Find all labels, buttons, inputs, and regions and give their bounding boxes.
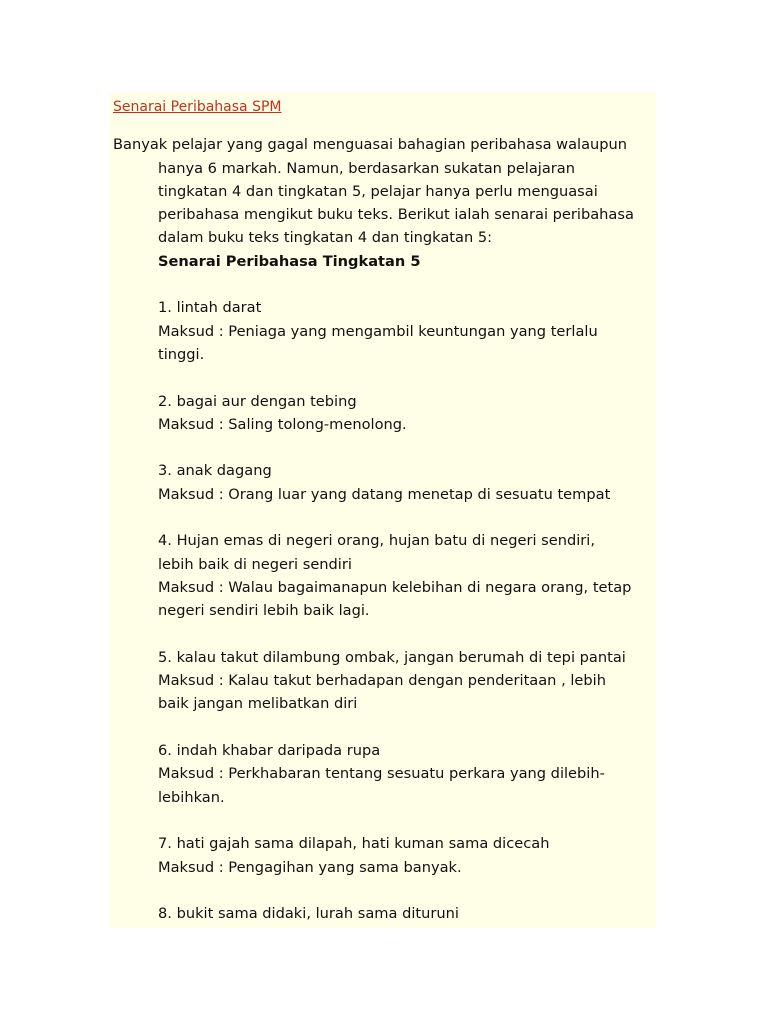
peribahasa-item-4 — [113, 529, 673, 622]
item-line: 5. kalau takut dilambung ombak, jangan berumah di tepi pantai — [158, 648, 626, 666]
item-line: negeri sendiri lebih baik lagi. — [158, 602, 370, 620]
item-line: tinggi. — [158, 345, 205, 363]
peribahasa-item-8 — [113, 902, 673, 925]
item-line: Maksud : Kalau takut berhadapan dengan penderitaan , lebih — [158, 672, 606, 690]
item-line: 8. bukit sama didaki, lurah sama dituruni — [158, 905, 459, 923]
item-line: Maksud : Pengagihan yang sama banyak. — [158, 858, 462, 876]
item-line: 1. lintah darat — [158, 299, 262, 317]
item-line: lebihkan. — [158, 788, 225, 806]
item-line: Maksud : Orang luar yang datang menetap di sesuatu tempat — [158, 485, 611, 503]
item-line: 3. anak dagang — [158, 462, 272, 480]
item-line: lebih baik di negeri sendiri — [158, 555, 352, 573]
intro-line: hanya 6 markah. Namun, berdasarkan sukatan pelajaran — [158, 159, 575, 177]
item-line: baik jangan melibatkan diri — [158, 695, 358, 713]
intro-line: peribahasa mengikut buku teks. Berikut ialah senarai peribahasa — [158, 206, 634, 224]
section-heading: Senarai Peribahasa Tingkatan 5 — [158, 252, 421, 270]
document-body — [113, 95, 673, 925]
intro-line: Banyak pelajar yang gagal menguasai bahagian peribahasa walaupun — [113, 136, 628, 154]
intro-line: dalam buku teks tingkatan 4 dan tingkatan 5: — [158, 229, 493, 247]
peribahasa-item-5 — [113, 646, 673, 716]
intro-paragraph — [113, 133, 673, 273]
item-line: Maksud : Perkhabaran tentang sesuatu perkara yang dilebih- — [158, 765, 605, 783]
item-line: Maksud : Saling tolong-menolong. — [158, 415, 407, 433]
item-line: 6. indah khabar daripada rupa — [158, 742, 381, 760]
peribahasa-item-3 — [113, 459, 673, 506]
item-line: Maksud : Peniaga yang mengambil keuntungan yang terlalu — [158, 322, 598, 340]
peribahasa-item-1 — [113, 296, 673, 366]
intro-line: tingkatan 4 dan tingkatan 5, pelajar hanya perlu menguasai — [158, 182, 598, 200]
item-line: 2. bagai aur dengan tebing — [158, 392, 357, 410]
peribahasa-item-7 — [113, 832, 673, 879]
peribahasa-item-6 — [113, 739, 673, 809]
item-line: 7. hati gajah sama dilapah, hati kuman sama dicecah — [158, 835, 550, 853]
title-link[interactable]: Senarai Peribahasa SPM — [113, 99, 282, 115]
item-line: 4. Hujan emas di negeri orang, hujan batu di negeri sendiri, — [158, 532, 596, 550]
peribahasa-item-2 — [113, 390, 673, 437]
item-line: Maksud : Walau bagaimanapun kelebihan di negara orang, tetap — [158, 578, 632, 596]
